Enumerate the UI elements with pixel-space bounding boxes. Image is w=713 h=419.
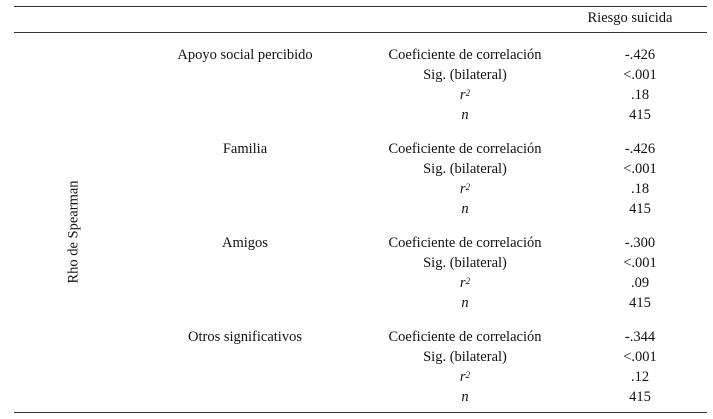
table-top-rule xyxy=(14,6,707,7)
variable-name: Amigos xyxy=(222,235,268,251)
stat-label-r2: $r^2$ xyxy=(459,181,471,197)
stat-label-r2: $r^2$ xyxy=(459,275,471,291)
value-n: 415 xyxy=(629,201,651,217)
stat-label-sig: Sig. (bilateral) xyxy=(423,349,507,365)
value-n: 415 xyxy=(629,295,651,311)
value-sig: <.001 xyxy=(623,349,657,365)
stat-label-coef: Coeficiente de correlación xyxy=(388,141,542,157)
column-header-riesgo-suicida: Riesgo suicida xyxy=(587,10,673,26)
stat-label-coef: Coeficiente de correlación xyxy=(388,47,542,63)
value-r2: .18 xyxy=(630,87,650,103)
table-row-group xyxy=(0,46,713,126)
value-sig: <.001 xyxy=(623,161,657,177)
side-label-rho-spearman: Rho de Spearman xyxy=(65,180,82,284)
value-r2: .18 xyxy=(630,181,650,197)
table-bottom-rule xyxy=(14,412,707,413)
table-header-rule xyxy=(14,32,707,33)
value-sig: <.001 xyxy=(623,67,657,83)
variable-name: Familia xyxy=(222,141,268,157)
value-coef: -.426 xyxy=(624,47,656,63)
stat-label-sig: Sig. (bilateral) xyxy=(423,67,507,83)
value-coef: -.300 xyxy=(624,235,656,251)
value-coef: -.344 xyxy=(624,329,656,345)
value-n: 415 xyxy=(629,389,651,405)
value-r2: .09 xyxy=(630,275,650,291)
stat-label-r2: $r^2$ xyxy=(459,369,471,385)
value-r2: .12 xyxy=(630,369,650,385)
stat-label-n: n xyxy=(461,201,469,217)
table-row-group xyxy=(0,328,713,408)
value-sig: <.001 xyxy=(623,255,657,271)
stat-label-coef: Coeficiente de correlación xyxy=(388,329,542,345)
stat-label-sig: Sig. (bilateral) xyxy=(423,255,507,271)
value-n: 415 xyxy=(629,107,651,123)
table-row-group xyxy=(0,234,713,314)
stat-label-sig: Sig. (bilateral) xyxy=(423,161,507,177)
stat-label-coef: Coeficiente de correlación xyxy=(388,235,542,251)
stat-label-r2: $r^2$ xyxy=(459,87,471,103)
stat-label-n: n xyxy=(461,295,469,311)
variable-name: Apoyo social percibido xyxy=(177,47,313,63)
table-row-group xyxy=(0,140,713,220)
stat-label-n: n xyxy=(461,107,469,123)
stat-label-n: n xyxy=(461,389,469,405)
variable-name: Otros significativos xyxy=(188,329,302,345)
value-coef: -.426 xyxy=(624,141,656,157)
